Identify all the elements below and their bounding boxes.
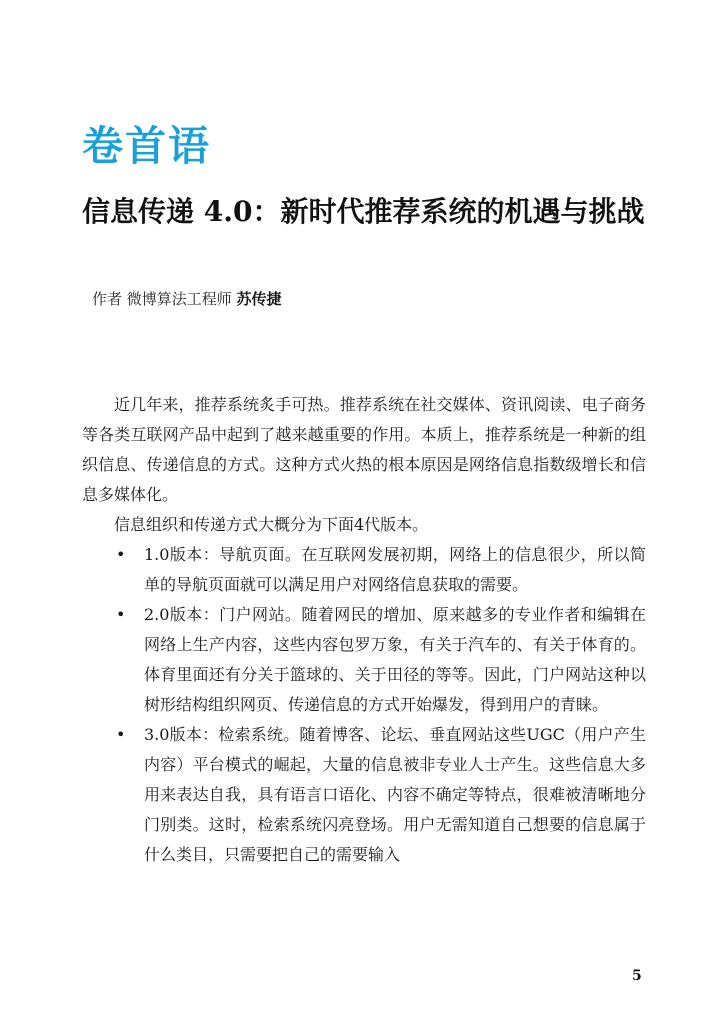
list-item-text: 3.0版本：检索系统。随着博客、论坛、垂直网站这些UGC（用户产生内容）平台模式的崛起，大量的信息被非专业人士产生。这些信息大多用来表达自我，具有语言口语化、内容不确定等特点，很难被清晰地分门别类。这时，检索系统闪亮登场。用户无需知道自己想要的信息属于什么类目，只需要把自己的需要输入 [144,725,646,864]
bullet-icon: • [116,725,126,744]
list-item-text: 2.0版本：门户网站。随着网民的增加、原来越多的专业作者和编辑在网络上生产内容，这些内容包罗万象，有关于汽车的、有关于体育的。体育里面还有分关于篮球的、关于田径的等等。因此，门户网站这种以树形结构组织网页、传递信息的方式开始爆发，得到用户的青睐。 [144,605,646,714]
byline [92,288,282,310]
section-label: 卷首语 [82,122,211,170]
bullet-icon: • [116,545,126,564]
list-item-text: 1.0版本：导航页面。在互联网发展初期，网络上的信息很少，所以简单的导航页面就可以满足用户对网络信息获取的需要。 [144,545,646,594]
version-list [82,540,646,870]
byline-prefix: 作者 微博算法工程师 [92,290,237,308]
list-item [82,540,646,600]
article-title: 信息传递 4.0：新时代推荐系统的机遇与挑战 [82,195,645,228]
list-item [82,600,646,720]
paragraph: 近几年来，推荐系统炙手可热。推荐系统在社交媒体、资讯阅读、电子商务等各类互联网产品中起到了越来越重要的作用。本质上，推荐系统是一种新的组织信息、传递信息的方式。这种方式火热的根本原因是网络信息指数级增长和信息多媒体化。 [82,395,646,504]
page-number: 5 [632,968,642,984]
author-name: 苏传捷 [236,290,282,308]
bullet-icon: • [116,605,126,624]
list-item [82,720,646,870]
article-body [82,390,646,870]
paragraph: 信息组织和传递方式大概分为下面4代版本。 [114,515,429,534]
